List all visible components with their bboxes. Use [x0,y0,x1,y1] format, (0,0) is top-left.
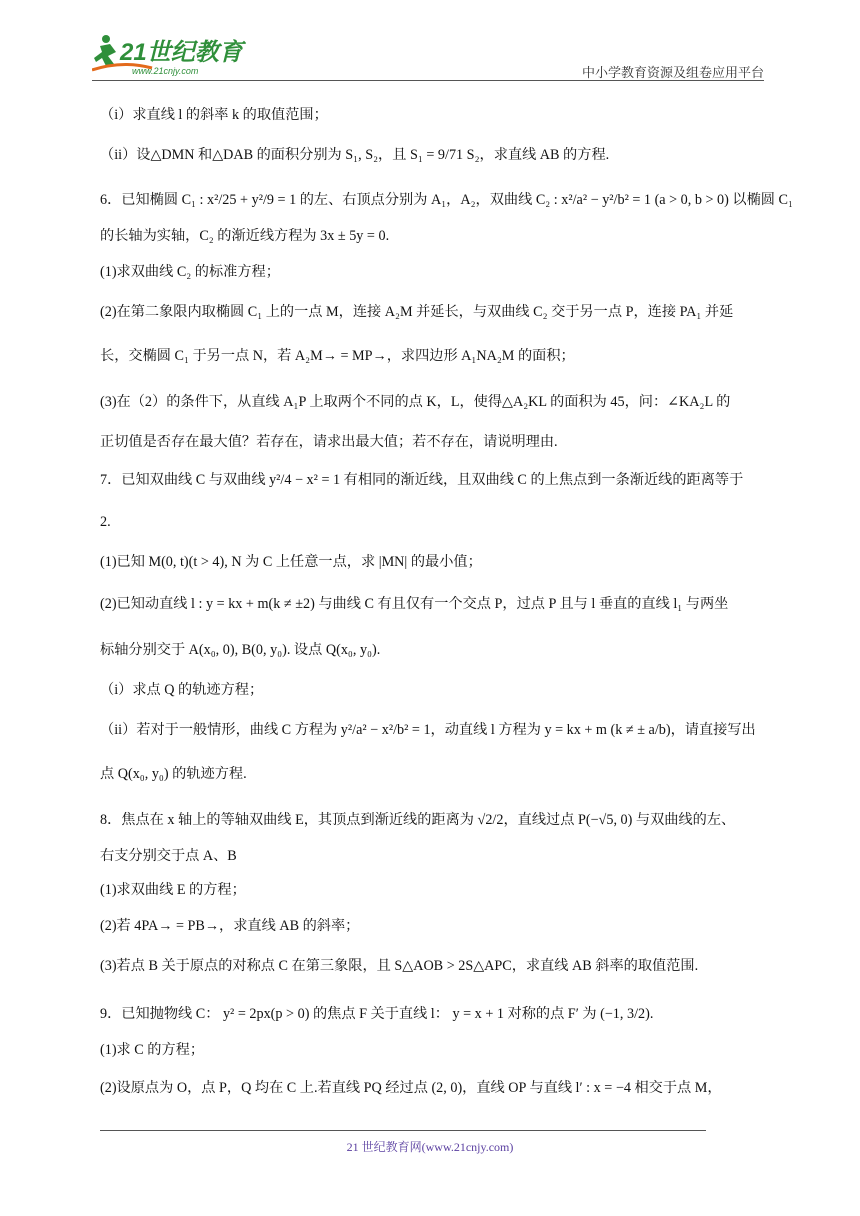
question-line: (1)求 C 的方程； [100,1042,205,1058]
question-line: 点 Q(x₀, y₀) 的轨迹方程. [100,766,247,782]
site-logo [92,30,262,78]
page-header [92,30,764,80]
question-line: (2)若 4PA→ = PB→，求直线 AB 的斜率； [100,918,360,934]
question-line: 正切值是否存在最大值？若存在，请求出最大值；若不存在，请说明理由. [100,434,558,450]
question-line: 9．已知抛物线 C： y² = 2px(p > 0) 的焦点 F 关于直线 l： y = x + 1 对称的点 F′ 为 (−1, 3/2). [100,1006,654,1022]
question-line: (3)若点 B 关于原点的对称点 C 在第三象限，且 S△AOB > 2S△APC，求直线 AB 斜率的取值范围. [100,958,699,974]
question-line: 8．焦点在 x 轴上的等轴双曲线 E，其顶点到渐近线的距离为 √2/2，直线过点 P(−√5, 0) 与双曲线的左、 [100,812,736,828]
platform-title: 中小学教育资源及组卷应用平台 [581,65,764,80]
question-line: 7．已知双曲线 C 与双曲线 y²/4 − x² = 1 有相同的渐近线，且双曲线 C 的上焦点到一条渐近线的距离等于 [100,472,744,488]
runner-logo-icon [92,30,262,78]
question-line: (1)求双曲线 C₂ 的标准方程； [100,264,280,280]
header-divider [92,80,764,81]
question-line: 右支分别交于点 A、B [100,848,237,864]
question-line: (2)在第二象限内取椭圆 C₁ 上的一点 M，连接 A₂M 并延长，与双曲线 C₂ 交于另一点 P，连接 PA₁ 并延 [100,304,734,320]
question-line: （ii）设△DMN 和△DAB 的面积分别为 S₁, S₂，且 S₁ = 9/71 S₂，求直线 AB 的方程. [100,147,610,163]
question-line: 2. [100,514,111,530]
logo-text: 21世纪教育 [120,39,243,66]
question-line: (3)在（2）的条件下，从直线 A₁P 上取两个不同的点 K，L，使得△A₂KL 的面积为 45，问：∠KA₂L 的 [100,394,731,410]
question-line: 标轴分别交于 A(x₀, 0), B(0, y₀). 设点 Q(x₀, y₀). [100,642,381,658]
question-line: (2)已知动直线 l : y = kx + m(k ≠ ±2) 与曲线 C 有且仅有一个交点 P，过点 P 且与 l 垂直的直线 l₁ 与两坐 [100,596,729,612]
question-line: 长，交椭圆 C₁ 于另一点 N，若 A₂M→ = MP→，求四边形 A₁NA₂M 的面积； [100,348,575,364]
question-line: （i）求直线 l 的斜率 k 的取值范围； [100,107,328,123]
question-line: (1)已知 M(0, t)(t > 4), N 为 C 上任意一点，求 |MN| 的最小值； [100,554,482,570]
footer-divider [100,1130,706,1131]
question-line: (2)设原点为 O，点 P，Q 均在 C 上.若直线 PQ 经过点 (2, 0)，直线 OP 与直线 l′ : x = −4 相交于点 M， [100,1080,722,1096]
logo-url: www.21cnjy.com [132,66,199,76]
question-line: （i）求点 Q 的轨迹方程； [100,682,264,698]
question-line: (1)求双曲线 E 的方程； [100,882,246,898]
question-line: 6．已知椭圆 C₁ : x²/25 + y²/9 = 1 的左、右顶点分别为 A₁，A₂，双曲线 C₂ : x²/a² − y²/b² = 1 (a > 0, b > 0) 以椭圆 C₁ [100,192,793,208]
question-line: 的长轴为实轴，C₂ 的渐近线方程为 3x ± 5y = 0. [100,228,390,244]
page-footer: 21 世纪教育网(www.21cnjy.com) [346,1140,514,1154]
question-line: （ii）若对于一般情形，曲线 C 方程为 y²/a² − x²/b² = 1，动直线 l 方程为 y = kx + m (k ≠ ± a/b)，请直接写出 [100,722,756,738]
